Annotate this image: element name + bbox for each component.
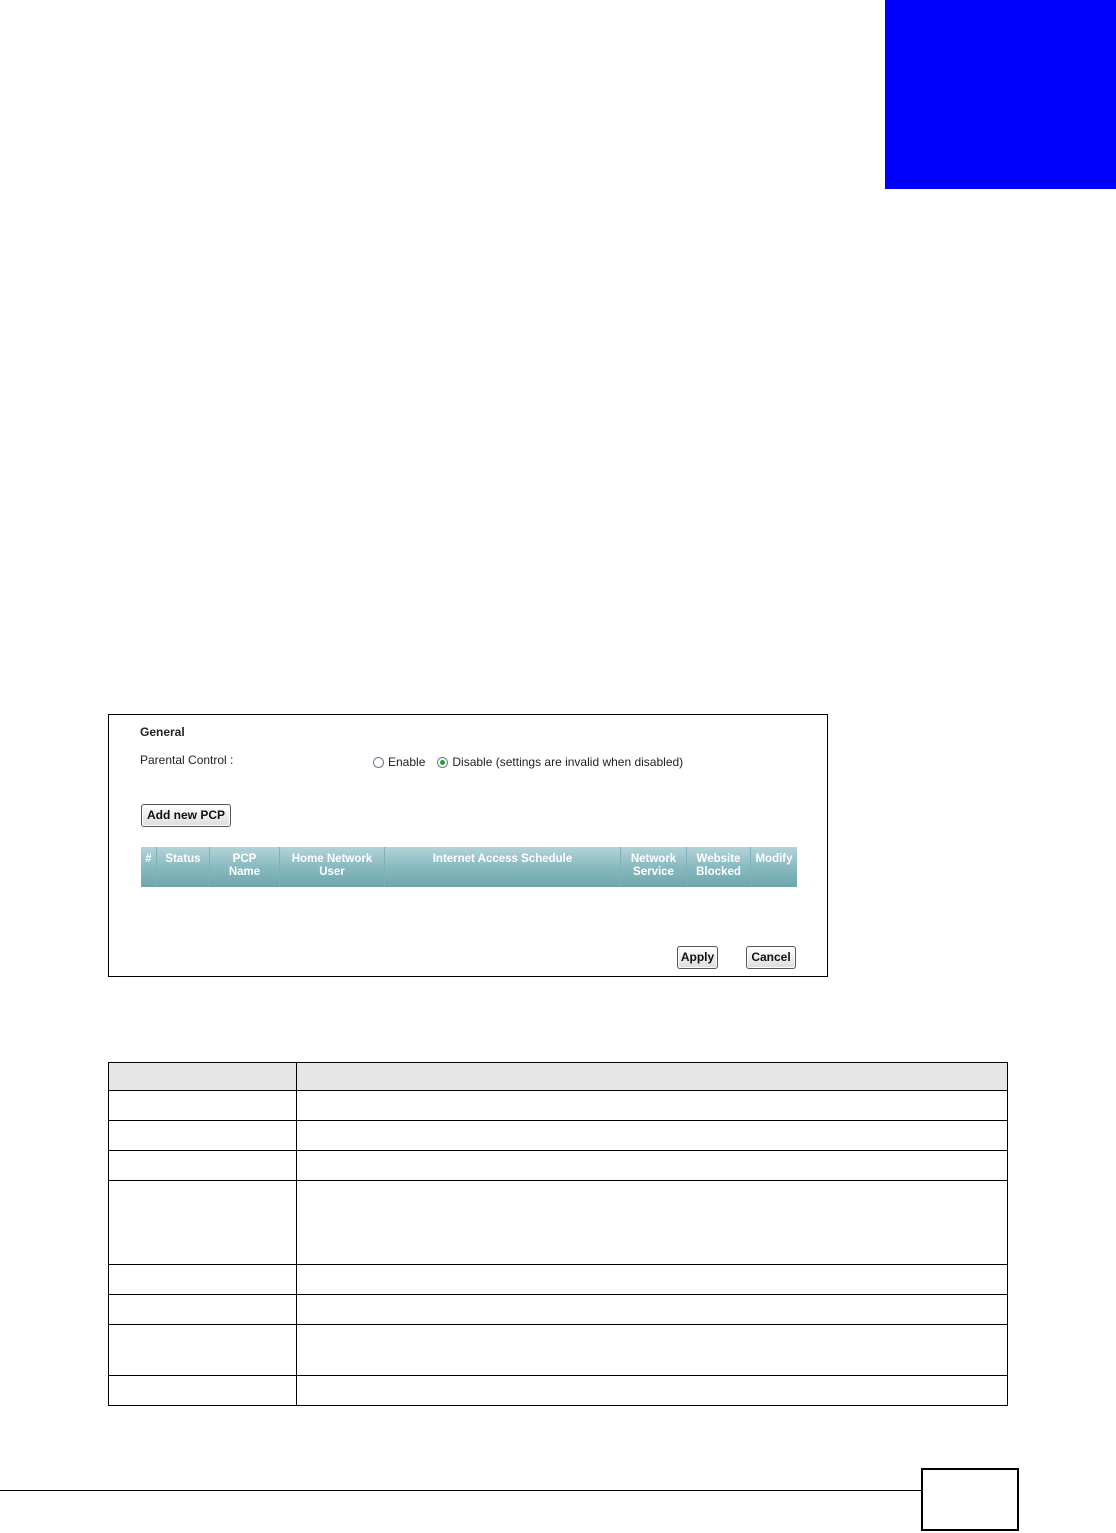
chapter-tab (885, 0, 1116, 189)
table-row (109, 1265, 1008, 1295)
parental-control-panel (108, 714, 828, 977)
table-header-cell (109, 1063, 297, 1091)
table-row (109, 1121, 1008, 1151)
column-header-internet-access-schedule: Internet Access Schedule (385, 847, 621, 887)
section-title: General (140, 725, 185, 739)
parental-control-radio-group (373, 755, 683, 769)
field-description-table (108, 1062, 1008, 1406)
cancel-button[interactable]: Cancel (746, 946, 796, 969)
table-row (109, 1181, 1008, 1265)
disable-radio[interactable] (437, 757, 448, 768)
column-header-home-network-user: Home Network User (280, 847, 385, 887)
enable-radio-label: Enable (388, 755, 426, 769)
column-header-modify: Modify (755, 853, 793, 865)
table-row (109, 1091, 1008, 1121)
footer-rule (0, 1490, 922, 1491)
page-number-box (921, 1468, 1019, 1531)
disable-radio-label: Disable (settings are invalid when disabled) (452, 755, 684, 769)
column-header-status: Status (157, 847, 210, 887)
column-header-website-blocked: Website Blocked (687, 847, 751, 887)
column-header-network-service: Network Service (621, 847, 687, 887)
enable-radio[interactable] (373, 757, 384, 768)
table-header-cell (297, 1063, 1008, 1091)
parental-control-label: Parental Control : (140, 753, 234, 767)
pcp-table-header (141, 847, 797, 887)
add-new-pcp-button[interactable]: Add new PCP (141, 804, 231, 827)
apply-button[interactable]: Apply (677, 946, 718, 969)
column-header-number: # (141, 847, 157, 887)
table-row (109, 1295, 1008, 1325)
table-row (109, 1151, 1008, 1181)
column-header-pcp-name: PCP Name (210, 847, 280, 887)
table-row (109, 1325, 1008, 1376)
table-row (109, 1376, 1008, 1406)
table-header-row (109, 1063, 1008, 1091)
